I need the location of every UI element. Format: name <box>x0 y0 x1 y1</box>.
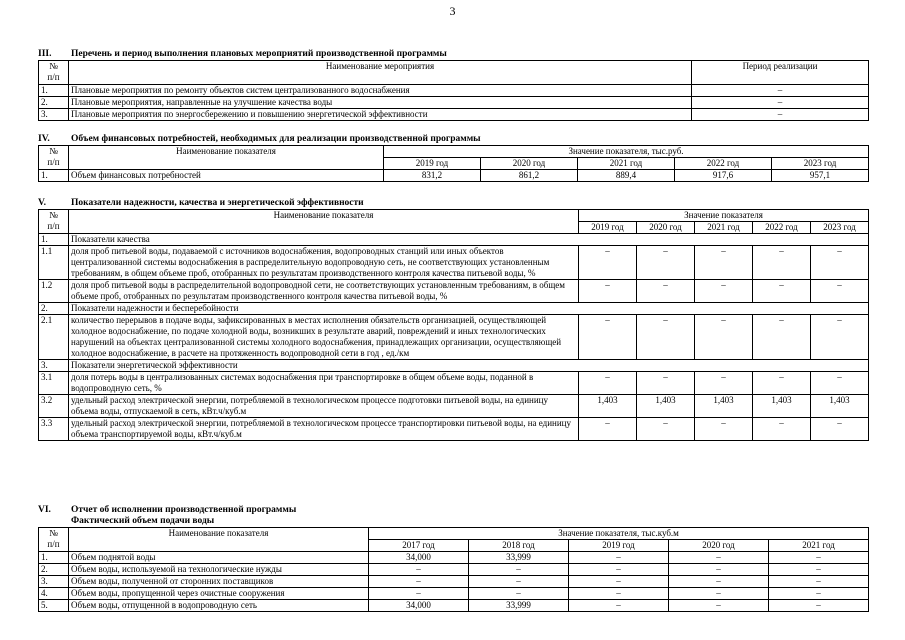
indicator-value: 34,000 <box>369 552 469 564</box>
indicator-value: – <box>579 372 637 395</box>
indicator-value: – <box>369 588 469 600</box>
year-header: 2017 год <box>369 540 469 552</box>
section-4-number: IV. <box>38 134 50 144</box>
measure-period: – <box>692 85 869 97</box>
indicator-value: – <box>569 600 669 612</box>
indicator-value: – <box>669 588 769 600</box>
year-header: 2023 год <box>772 158 869 170</box>
header-name: Наименование показателя <box>69 210 579 234</box>
section-5-number: V. <box>38 198 47 208</box>
indicator-value: – <box>669 576 769 588</box>
page-number: 3 <box>449 4 456 18</box>
indicator-value: – <box>695 418 753 441</box>
indicator-value: – <box>769 600 869 612</box>
row-number: 5. <box>39 600 69 612</box>
indicator-value: 33,999 <box>469 600 569 612</box>
indicator-value: – <box>637 280 695 303</box>
indicator-value: 1,403 <box>579 395 637 418</box>
indicator-value: 957,1 <box>772 170 869 182</box>
indicator-name: доля потерь воды в централизованных системах водоснабжения при транспортировке в общем объеме воды, поданной в водопроводную сеть, % <box>69 372 579 395</box>
indicator-value: – <box>769 552 869 564</box>
row-number: 1. <box>39 234 69 246</box>
measure-name: Плановые мероприятия, направленные на улучшение качества воды <box>69 97 692 109</box>
row-number: 2. <box>39 97 69 109</box>
row-number: 3.2 <box>39 395 69 418</box>
indicator-value: 33,999 <box>469 552 569 564</box>
reliability-indicators-table <box>38 209 869 441</box>
header-num <box>39 528 69 552</box>
indicator-value: – <box>811 280 869 303</box>
indicator-name: удельный расход электрической энергии, потребляемой в технологическом процессе транспортировки питьевой воды, на единицу объема транспортируемой воды, кВт.ч/куб.м <box>69 418 579 441</box>
row-number: 2. <box>39 303 69 315</box>
indicator-name: Объем финансовых потребностей <box>69 170 384 182</box>
indicator-value: – <box>369 576 469 588</box>
indicator-name: количество перерывов в подаче воды, зафиксированных в местах исполнения обязательств организацией, осуществляющей холодное водоснабжение, по подаче холодной воды, возникших в результате аварий, повреждений и иных технологических нарушений на объектах централизованной системы холодного водоснабжения, принадлежащих организации, осуществляющей холодное водоснабжение, в расчете на протяженность водопроводной сети в год , ед./км <box>69 315 579 360</box>
indicator-value: – <box>469 576 569 588</box>
indicator-name: Объем воды, отпущенной в водопроводную сеть <box>69 600 369 612</box>
header-name: Наименование мероприятия <box>69 61 692 85</box>
header-name: Наименование показателя <box>69 146 384 170</box>
year-header: 2019 год <box>569 540 669 552</box>
table-row <box>39 85 869 97</box>
measure-name: Плановые мероприятия по ремонту объектов систем централизованного водоснабжения <box>69 85 692 97</box>
indicator-value: – <box>469 588 569 600</box>
header-value: Значение показателя <box>579 210 869 222</box>
indicator-value: – <box>811 418 869 441</box>
measure-period: – <box>692 109 869 121</box>
header-num-text: № п/п <box>47 61 60 82</box>
year-header: 2022 год <box>675 158 772 170</box>
water-supply-report-table <box>38 527 869 612</box>
indicator-value: – <box>811 315 869 360</box>
indicator-value: 1,403 <box>811 395 869 418</box>
indicator-value: 1,403 <box>695 395 753 418</box>
indicator-value: – <box>669 552 769 564</box>
indicator-value: 1,403 <box>753 395 811 418</box>
indicator-name: доля проб питьевой воды в распределительной водопроводной сети, не соответствующих установленным требованиям, в общем объеме проб, отобранных по результатам производственного контроля качества питьевой воды, % <box>69 280 579 303</box>
year-header: 2021 год <box>695 222 753 234</box>
indicator-value: – <box>669 600 769 612</box>
indicator-value: – <box>637 246 695 280</box>
table-row <box>39 564 869 576</box>
group-name: Показатели качества <box>69 234 869 246</box>
indicator-value: – <box>569 564 669 576</box>
indicator-value: – <box>695 246 753 280</box>
header-value: Значение показателя, тыс.куб.м <box>369 528 869 540</box>
header-num-text: № п/п <box>47 146 60 167</box>
indicator-value: – <box>579 315 637 360</box>
indicator-value: – <box>811 246 869 280</box>
header-period: Период реализации <box>692 61 869 85</box>
table-row <box>39 109 869 121</box>
year-header: 2021 год <box>578 158 675 170</box>
year-header: 2018 год <box>469 540 569 552</box>
indicator-name: Объем воды, пропущенной через очистные сооружения <box>69 588 369 600</box>
indicator-value: – <box>569 588 669 600</box>
indicator-value: 1,403 <box>637 395 695 418</box>
indicator-value: – <box>569 576 669 588</box>
row-number: 2.1 <box>39 315 69 360</box>
header-num-text: № п/п <box>47 528 60 549</box>
year-header: 2019 год <box>384 158 481 170</box>
table-row <box>39 372 869 395</box>
section-3-title-text: Перечень и период выполнения плановых мероприятий производственной программы <box>71 49 447 59</box>
indicator-value: – <box>753 315 811 360</box>
row-number: 3.1 <box>39 372 69 395</box>
section-6-subtitle: Фактический объем подачи воды <box>71 516 215 526</box>
table-row <box>39 280 869 303</box>
indicator-value: – <box>579 418 637 441</box>
measure-period: – <box>692 97 869 109</box>
row-number: 3. <box>39 576 69 588</box>
group-row <box>39 234 869 246</box>
table-row <box>39 97 869 109</box>
indicator-value: – <box>637 418 695 441</box>
row-number: 1. <box>39 85 69 97</box>
year-header: 2021 год <box>769 540 869 552</box>
indicator-value: – <box>637 372 695 395</box>
indicator-value: – <box>669 564 769 576</box>
indicator-value: – <box>769 564 869 576</box>
indicator-value: – <box>695 315 753 360</box>
section-6 <box>38 505 868 612</box>
indicator-value: – <box>753 246 811 280</box>
indicator-name: Объем воды, полученной от сторонних поставщиков <box>69 576 369 588</box>
indicator-value: – <box>579 246 637 280</box>
table-row <box>39 246 869 280</box>
row-number: 1. <box>39 552 69 564</box>
section-5-title-text: Показатели надежности, качества и энергетической эффективности <box>71 198 364 208</box>
table-row <box>39 315 869 360</box>
section-6-number: VI. <box>38 505 51 515</box>
table-row <box>39 418 869 441</box>
indicator-value: – <box>469 564 569 576</box>
section-4 <box>38 134 868 182</box>
indicator-value: – <box>769 576 869 588</box>
financial-needs-table <box>38 145 869 182</box>
indicator-value: 831,2 <box>384 170 481 182</box>
indicator-value: – <box>753 418 811 441</box>
indicator-value: – <box>695 280 753 303</box>
year-header: 2023 год <box>811 222 869 234</box>
indicator-value: – <box>369 564 469 576</box>
section-3-title <box>38 49 868 60</box>
indicator-value: 861,2 <box>481 170 578 182</box>
year-header: 2020 год <box>637 222 695 234</box>
table-row <box>39 576 869 588</box>
header-num <box>39 210 69 234</box>
indicator-name: доля проб питьевой воды, подаваемой с источников водоснабжения, водопроводных станций или иных объектов централизованной системы водоснабжения в распределительную водопроводную сеть, не соответствующих установленным требованиям, в общем объеме проб, отобранных по результатам производственного контроля качества питьевой воды, % <box>69 246 579 280</box>
plan-measures-table <box>38 60 869 121</box>
row-number: 3. <box>39 109 69 121</box>
group-row <box>39 303 869 315</box>
header-num-text: № п/п <box>47 210 60 231</box>
year-header: 2020 год <box>669 540 769 552</box>
group-row <box>39 360 869 372</box>
indicator-value: – <box>811 372 869 395</box>
indicator-value: – <box>695 372 753 395</box>
section-4-title <box>38 134 868 145</box>
row-number: 1.2 <box>39 280 69 303</box>
section-6-title <box>38 505 868 516</box>
row-number: 1. <box>39 170 69 182</box>
indicator-value: – <box>637 315 695 360</box>
table-row <box>39 395 869 418</box>
indicator-value: – <box>753 372 811 395</box>
row-number: 4. <box>39 588 69 600</box>
indicator-value: – <box>769 588 869 600</box>
table-row <box>39 170 869 182</box>
indicator-value: 917,6 <box>675 170 772 182</box>
indicator-value: 889,4 <box>578 170 675 182</box>
row-number: 3. <box>39 360 69 372</box>
row-number: 3.3 <box>39 418 69 441</box>
header-value: Значение показателя, тыс.руб. <box>384 146 869 158</box>
table-row <box>39 588 869 600</box>
year-header: 2020 год <box>481 158 578 170</box>
section-5-title <box>38 198 868 209</box>
year-header: 2019 год <box>579 222 637 234</box>
header-name: Наименование показателя <box>69 528 369 552</box>
table-row <box>39 552 869 564</box>
header-num <box>39 146 69 170</box>
indicator-value: 34,000 <box>369 600 469 612</box>
indicator-name: Объем воды, используемой на технологические нужды <box>69 564 369 576</box>
section-5 <box>38 198 868 441</box>
section-3 <box>38 49 868 121</box>
section-6-title-text: Отчет об исполнении производственной программы <box>71 505 297 515</box>
table-row <box>39 600 869 612</box>
row-number: 1.1 <box>39 246 69 280</box>
measure-name: Плановые мероприятия по энергосбережению и повышению энергетической эффективности <box>69 109 692 121</box>
group-name: Показатели энергетической эффективности <box>69 360 869 372</box>
indicator-value: – <box>753 280 811 303</box>
header-num <box>39 61 69 85</box>
row-number: 2. <box>39 564 69 576</box>
section-3-number: III. <box>38 49 52 59</box>
indicator-name: удельный расход электрической энергии, потребляемой в технологическом процессе подготовки питьевой воды, на единицу объема воды, отпускаемой в сеть, кВт.ч/куб.м <box>69 395 579 418</box>
indicator-value: – <box>579 280 637 303</box>
group-name: Показатели надежности и бесперебойности <box>69 303 869 315</box>
indicator-value: – <box>569 552 669 564</box>
year-header: 2022 год <box>753 222 811 234</box>
section-4-title-text: Объем финансовых потребностей, необходимых для реализации производственной программы <box>71 134 481 144</box>
indicator-name: Объем поднятой воды <box>69 552 369 564</box>
